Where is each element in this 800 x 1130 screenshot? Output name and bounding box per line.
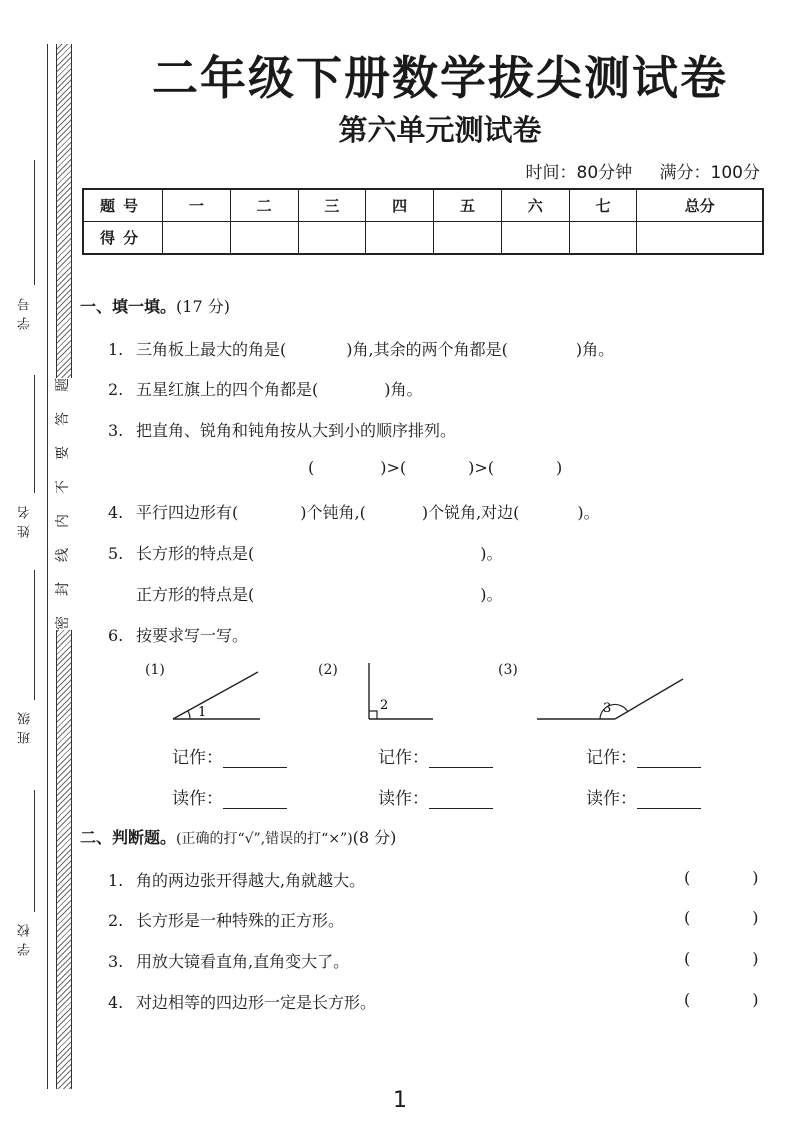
- judge-answer-3[interactable]: [684, 949, 759, 968]
- section1-title: 一、填一填。: [80, 297, 177, 316]
- question-text: )角。: [575, 340, 615, 359]
- angle-3-figure: [537, 679, 683, 719]
- question-text: 对边相等的四边形一定是长方形。: [136, 993, 377, 1012]
- question-text: )角。: [384, 380, 423, 399]
- angle-1-figure: [173, 672, 260, 720]
- section2-instruction: (正确的打“√”,错误的打“×”): [176, 831, 353, 847]
- seal-char: 题: [55, 378, 71, 392]
- judge-item-1: [108, 868, 365, 891]
- paren: (: [684, 949, 691, 968]
- judge-item-4: [108, 990, 376, 1013]
- column-header: 五: [434, 189, 502, 222]
- school-field[interactable]: [34, 790, 35, 912]
- order-token: )>(: [380, 458, 407, 477]
- student-id-label: 学号: [18, 292, 33, 330]
- question-number: 5.: [108, 544, 124, 563]
- question-text: 五星红旗上的四个角都是(: [136, 380, 319, 399]
- question-text: )。: [577, 503, 600, 522]
- order-token: ): [556, 458, 563, 477]
- figure-3-label: (3): [498, 662, 518, 678]
- figure-1-label: (1): [145, 662, 165, 678]
- read-2: [378, 784, 493, 809]
- score-label: 得分: [83, 222, 163, 255]
- record-label: 记作：: [172, 748, 223, 768]
- question-text: )。: [480, 585, 503, 604]
- page-number: 1: [393, 1088, 407, 1113]
- angle-1-number: 1: [198, 705, 207, 720]
- question-number: 1.: [108, 340, 124, 359]
- read-3-blank[interactable]: [637, 792, 701, 809]
- question-number: 4.: [108, 993, 124, 1012]
- paren: ): [752, 908, 759, 927]
- record-1: [172, 743, 287, 768]
- read-label: 读作：: [378, 789, 429, 809]
- angle-2-number: 2: [380, 698, 389, 713]
- section2-points: (8 分): [352, 828, 397, 847]
- name-label: 姓名: [18, 500, 33, 538]
- school-label: 学校: [18, 918, 33, 956]
- paren: (: [684, 908, 691, 927]
- question-number: 3.: [108, 952, 124, 971]
- record-3: [586, 743, 701, 768]
- seal-char: 要: [55, 446, 71, 460]
- record-label: 记作：: [378, 748, 429, 768]
- question-number: 2.: [108, 911, 124, 930]
- read-label: 读作：: [586, 789, 637, 809]
- seal-char: 线: [55, 548, 71, 562]
- read-1-blank[interactable]: [223, 792, 287, 809]
- paren: ): [752, 949, 759, 968]
- column-header: 一: [163, 189, 231, 222]
- question-number: 1.: [108, 871, 124, 890]
- question-text: )个锐角,对边(: [421, 503, 520, 522]
- seal-char: 答: [55, 412, 71, 426]
- seal-char: 封: [55, 582, 71, 596]
- question-number: 2.: [108, 380, 124, 399]
- question-text: 长方形的特点是(: [136, 544, 255, 563]
- read-3: [586, 784, 701, 809]
- question-number-label: 题号: [83, 189, 163, 222]
- exam-full-score: 满分：100分: [659, 163, 760, 183]
- figure-2-label: (2): [318, 662, 338, 678]
- question-number: 6.: [108, 626, 124, 645]
- paren: (: [684, 990, 691, 1009]
- angle-3-number: 3: [603, 701, 612, 716]
- seal-char: 内: [55, 514, 71, 528]
- question-text: 平行四边形有(: [136, 503, 239, 522]
- column-header: 七: [569, 189, 637, 222]
- page-title: 二年级下册数学拔尖测试卷: [152, 51, 728, 105]
- question-text: 三角板上最大的角是(: [136, 340, 287, 359]
- angle-2-figure: [369, 663, 433, 719]
- question-text: 正方形的特点是(: [136, 585, 255, 604]
- read-label: 读作：: [172, 789, 223, 809]
- question-text: )。: [480, 544, 503, 563]
- question-text: 把直角、锐角和钝角按从大到小的顺序排列。: [136, 421, 457, 440]
- judge-answer-2[interactable]: [684, 908, 759, 927]
- column-header: 三: [298, 189, 366, 222]
- paren: ): [752, 868, 759, 887]
- question-text: )个钝角,(: [300, 503, 366, 522]
- order-token: (: [308, 458, 315, 477]
- question-text: 用放大镜看直角,直角变大了。: [136, 952, 350, 971]
- read-1: [172, 784, 287, 809]
- read-2-blank[interactable]: [429, 792, 493, 809]
- paren: (: [684, 868, 691, 887]
- question-number: 3.: [108, 421, 124, 440]
- column-header: 六: [501, 189, 569, 222]
- seal-char: 不: [55, 480, 71, 494]
- record-3-blank[interactable]: [637, 751, 701, 768]
- question-number: 4.: [108, 503, 124, 522]
- section2-title: 二、判断题。: [80, 828, 177, 847]
- class-label: 班级: [18, 706, 33, 744]
- record-label: 记作：: [586, 748, 637, 768]
- seal-char: 密: [55, 616, 71, 630]
- order-token: )>(: [468, 458, 495, 477]
- question-text: 长方形是一种特殊的正方形。: [136, 911, 345, 930]
- record-2: [378, 743, 493, 768]
- page-subtitle: 第六单元测试卷: [338, 113, 542, 147]
- record-1-blank[interactable]: [223, 751, 287, 768]
- judge-answer-1[interactable]: [684, 868, 759, 887]
- section1-points: (17 分): [176, 297, 230, 316]
- column-header: 二: [230, 189, 298, 222]
- column-header: 四: [366, 189, 434, 222]
- record-2-blank[interactable]: [429, 751, 493, 768]
- question-text: )角,其余的两个角都是(: [346, 340, 508, 359]
- exam-time: 时间：80分钟: [525, 163, 633, 183]
- question-text: 按要求写一写。: [136, 626, 249, 645]
- judge-item-2: [108, 908, 344, 931]
- column-header: 总分: [637, 189, 763, 222]
- judge-answer-4[interactable]: [684, 990, 759, 1009]
- paren: ): [752, 990, 759, 1009]
- judge-item-3: [108, 949, 349, 972]
- question-text: 角的两边张开得越大,角就越大。: [136, 871, 366, 890]
- section2-heading: [80, 825, 396, 848]
